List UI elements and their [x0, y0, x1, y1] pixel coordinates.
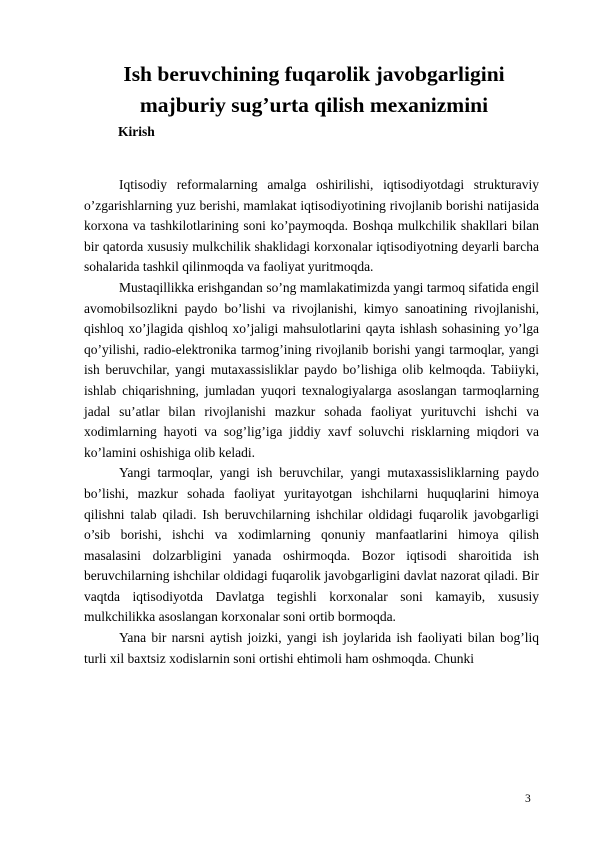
title-line-1: Ish beruvchining fuqarolik javobgarligini — [123, 62, 505, 86]
page-number: 3 — [525, 793, 531, 805]
body-text — [84, 175, 539, 669]
paragraph: Iqtisodiy reformalarning amalga oshirilishi, iqtisodiyotdagi strukturaviy o’zgarishlarning yuz berishi, mamlakat iqtisodiyotining rivojlanib borishi natijasida korxona va tashkilotlarining soni ko’paymoqda. Boshqa mulkchilik shakllari bilan bir qatorda xususiy mulkchilik shaklidagi korxonalar iqtisodiyotning deyarli barcha sohalarida tashkil qilinmoqda va faoliyat yuritmoqda. — [84, 177, 539, 275]
section-heading: Kirish — [118, 124, 155, 139]
paragraph: Yangi tarmoqlar, yangi ish beruvchilar, yangi mutaxassisliklarning paydo bo’lishi, mazkur sohada faoliyat yuritayotgan ishchilarni huquqlarini himoya qilishni talab qiladi. Ish beruvchilarning ishchilar oldidagi fuqarolik javobgarligi o’sib borishi, ishchi va xodimlarning qonuniy manfaatlarini himoya qilish masalasini dolzarbligini yanada oshirmoqda. Bozor iqtisodi sharoitida ish beruvchilarning ishchilar oldidagi fuqarolik javobgarligini davlat nazorat qiladi. Bir vaqtda iqtisodiyotda Davlatga tegishli korxonalar soni kamayib, xususiy mulkchilikka asoslangan korxonalar soni ortib bormoqda. — [84, 465, 539, 625]
paragraph: Yana bir narsni aytish joizki, yangi ish joylarida ish faoliyati bilan bog’liq turli xil baxtsiz xodislarnin soni ortishi ehtimoli ham oshmoqda. Chunki — [84, 630, 539, 666]
title-line-2: majburiy sug’urta qilish mexanizmini — [139, 93, 489, 117]
paragraph: Mustaqillikka erishgandan so’ng mamlakatimizda yangi tarmoq sifatida engil avomobilsozlikni paydo bo’lishi va rivojlanishi, kimyo sanoatining rivojlanishi, qishloq xo’jlagida qishloq xo’jaligi mahsulotlarini qayta ishlash sohasining yo’lga qo’yilishi, radio-elektronika tarmog’ining rivojlanib borishi yangi tarmoqlar, yangi ish beruvchilar, yangi mutaxassisliklar paydo bo’lishiga olib kelmoqda. Tabiiyki, ishlab chiqarishning, jumladan yuqori texnalogiyalarga asoslangan tarmoqlarning jadal su’atlar bilan rivojlanishi mazkur sohada faoliyat yurituvchi ishchi va xodimlarning hayoti va sog’lig’iga jiddiy xavf soluvchi risklarning miqdori va ko’lamini oshishiga olib keladi. — [84, 279, 539, 460]
document-title — [84, 59, 544, 121]
